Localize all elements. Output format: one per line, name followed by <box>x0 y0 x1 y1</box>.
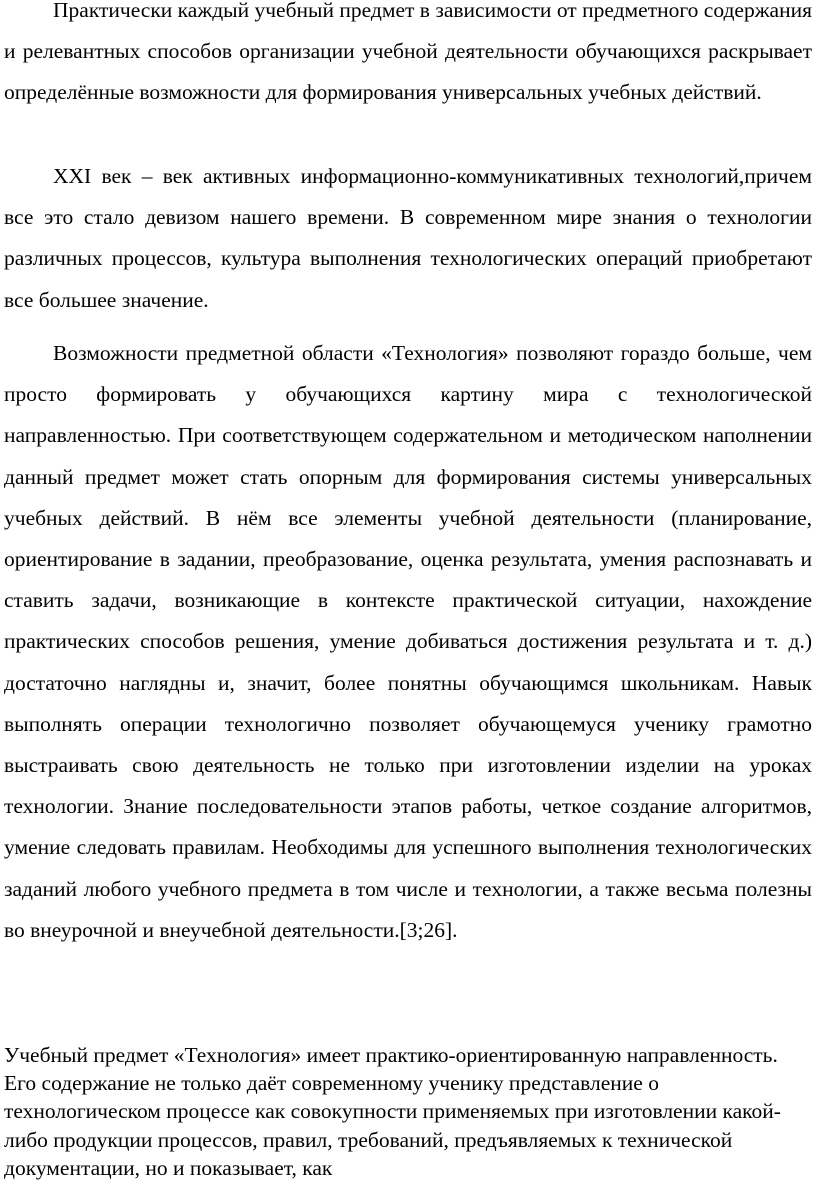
paragraph-1: Практически каждый учебный предмет в зависимости от предметного содержания и релевантных способов организации учебной деятельности обучающихся раскрывает определённые возможности для формирования универсальных учебных действий. <box>4 0 812 105</box>
paragraph-2: XXI век – век активных информационно-коммуникативных технологий,причем все это стало девизом нашего времени. В современном мире знания о технологии различных процессов, культура выполнения технологических операций приобретают все большее значение. <box>4 164 812 312</box>
paragraph-3: Возможности предметной области «Технология» позволяют гораздо больше, чем просто формировать у обучающихся картину мира с технологической направленностью. При соответствующем содержательном и методическом наполнении данный предмет может стать опорным для формирования системы универсальных учебных действий. В нём все элементы учебной деятельности (планирование, ориентирование в задании, преобразование, оценка результата, умения распознавать и ставить задачи, возникающие в контексте практической ситуации, нахождение практических способов решения, умение добиваться достижения результата и т. д.) достаточно наглядны и, значит, более понятны обучающимся школьникам. Навык выполнять операции технологично позволяет обучающемуся ученику грамотно выстраивать свою деятельность не только при изготовлении изделии на уроках технологии. Знание последовательности этапов работы, четкое создание алгоритмов, умение следовать правилам. Необходимы для успешного выполнения технологических заданий любого учебного предмета в том числе и технологии, а также весьма полезны во внеурочной и внеучебной деятельности.[3;26]. <box>4 341 812 942</box>
paragraph-4: Учебный предмет «Технология» имеет практико-ориентированную направленность. Его содержание не только даёт современному ученику представление о технологическом процессе как совокупности применяемых при изготовлении какой-либо продукции процессов, правил, требований, предъявляемых к технической документации, но и показывает, как <box>4 1043 781 1180</box>
